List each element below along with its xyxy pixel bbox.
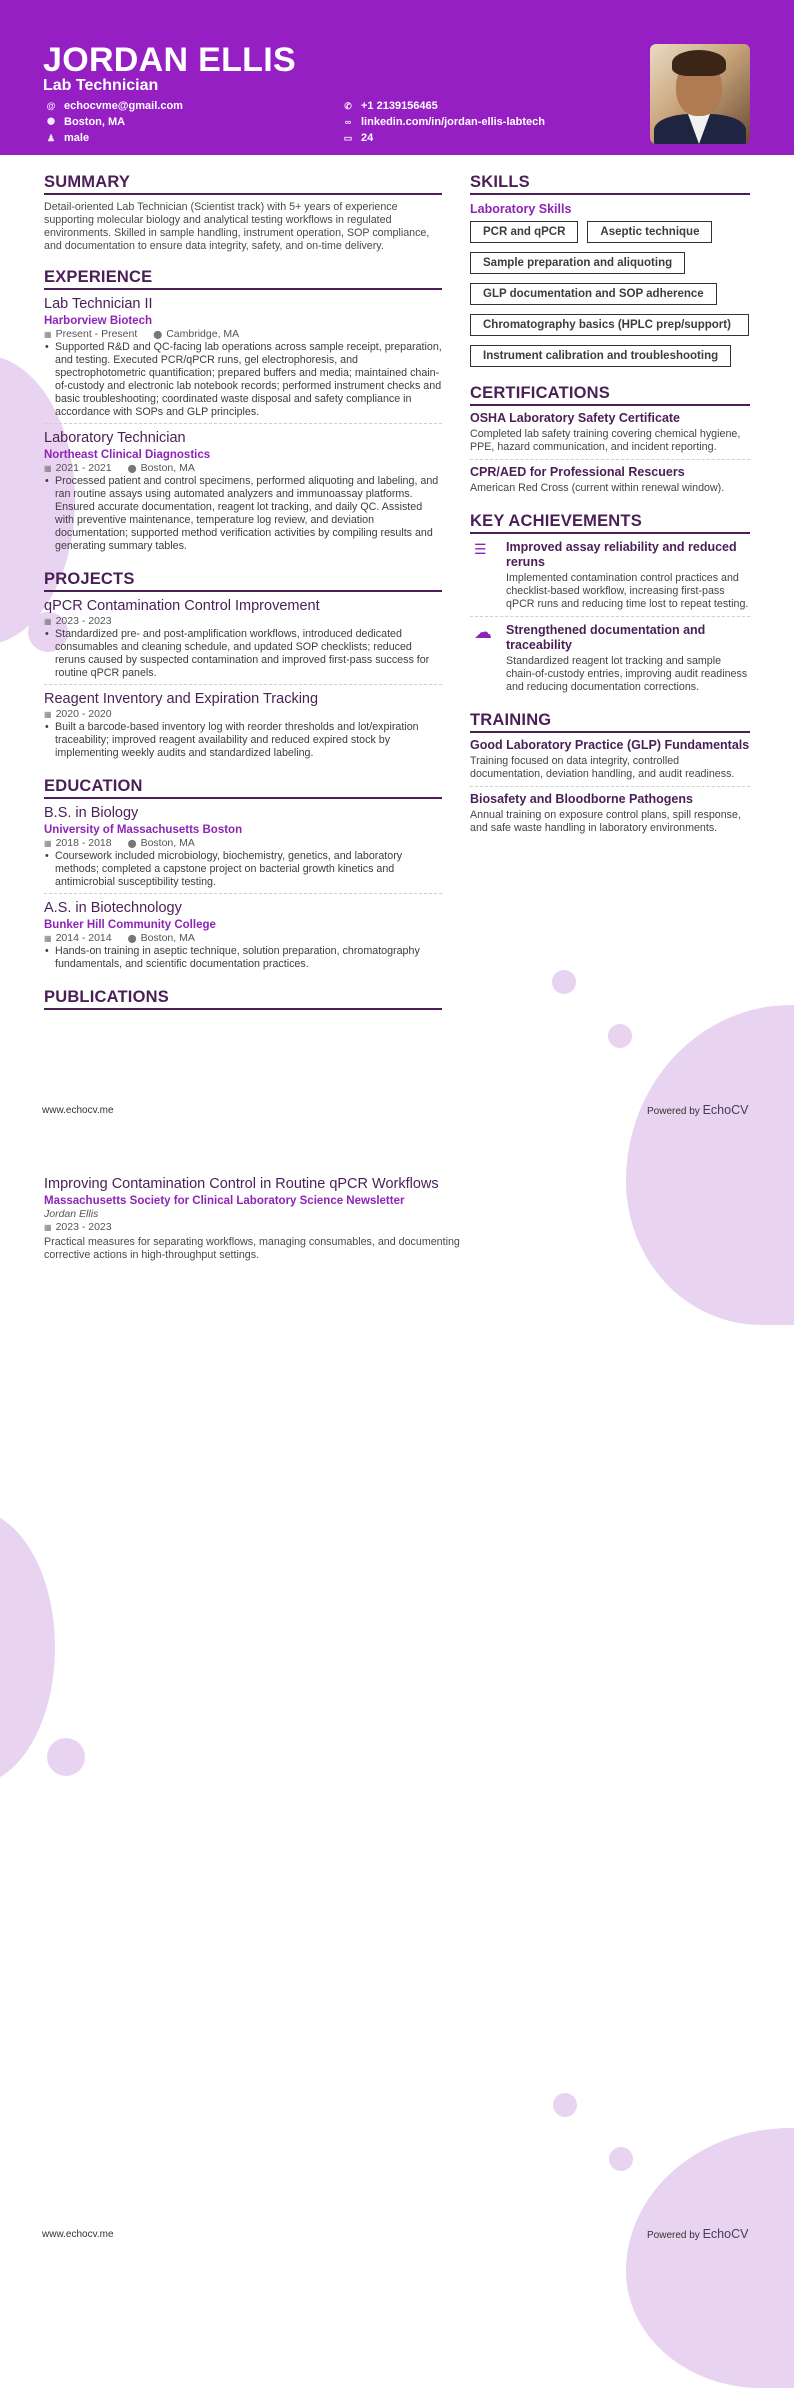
project-item <box>44 684 442 760</box>
summary-heading: SUMMARY <box>44 172 442 195</box>
skill-tag: Aseptic technique <box>587 221 712 243</box>
publication-author: Jordan Ellis <box>44 1208 99 1220</box>
profile-photo <box>650 44 750 144</box>
person-icon: ♟ <box>46 133 56 143</box>
candidate-name: JORDAN ELLIS <box>43 41 296 79</box>
entry-meta <box>44 462 442 475</box>
decor-dot-1 <box>552 970 576 994</box>
training-item <box>470 733 750 781</box>
skill-category: Laboratory Skills <box>470 202 572 216</box>
achievements-heading: KEY ACHIEVEMENTS <box>470 511 750 534</box>
summary-text: Detail-oriented Lab Technician (Scientist track) with 5+ years of experience supporting molecular biology and analytical testing workflows in regulated environments. Skilled in sample handling, instrument operation, SOP compliance, and documentation to ensure data integrity, safety, and on-time delivery. <box>44 201 430 252</box>
age-value: 24 <box>361 132 374 144</box>
location-icon: ⬤ <box>153 330 163 339</box>
location-icon: ⬤ <box>127 934 137 943</box>
skills-heading: SKILLS <box>470 172 750 195</box>
publications-heading: PUBLICATIONS <box>44 987 442 1010</box>
entry-location: Boston, MA <box>140 462 195 474</box>
decor-dot-4 <box>609 2147 633 2171</box>
projects-heading: PROJECTS <box>44 569 442 592</box>
right-column <box>470 172 750 835</box>
publication-title: Improving Contamination Control in Routine qPCR Workflows <box>44 1176 439 1192</box>
training-section <box>470 710 750 835</box>
entry-bullet: • Built a barcode-based inventory log with reorder thresholds and lot/expiration traceability; improved reagent availability and reduced expired stock by implementing weekly audits and standardized labeling. <box>44 721 442 760</box>
experience-item <box>44 290 442 419</box>
footer-website-2[interactable]: www.echocv.me <box>42 2229 114 2240</box>
footer-website[interactable]: www.echocv.me <box>42 1105 114 1116</box>
entry-dates: 2018 - 2018 <box>55 837 112 849</box>
degree-title: B.S. in Biology <box>44 805 139 821</box>
entry-location: Boston, MA <box>140 837 195 849</box>
list-lines-icon: ☰ <box>474 541 487 557</box>
publication-publisher: Massachusetts Society for Clinical Laboratory Science Newsletter <box>44 1195 405 1207</box>
training-item <box>470 786 750 835</box>
decor-blob-left-2 <box>0 1510 55 1785</box>
calendar-icon: ▦ <box>44 330 52 339</box>
email-value: echocvme@gmail.com <box>64 100 183 112</box>
entry-location: Cambridge, MA <box>166 328 240 340</box>
school-name: University of Massachusetts Boston <box>44 824 243 836</box>
location-icon: ⬤ <box>127 839 137 848</box>
certifications-section <box>470 383 750 495</box>
candidate-role: Lab Technician <box>43 77 159 94</box>
experience-item <box>44 423 442 553</box>
achievement-title: Strengthened documentation and traceability <box>506 623 706 652</box>
calendar-icon: ▦ <box>44 617 52 626</box>
skill-tags <box>470 221 750 367</box>
education-heading: EDUCATION <box>44 776 442 799</box>
certifications-heading: CERTIFICATIONS <box>470 383 750 406</box>
training-heading: TRAINING <box>470 710 750 733</box>
entry-dates: 2021 - 2021 <box>55 462 112 474</box>
entry-dates: 2014 - 2014 <box>55 932 112 944</box>
location-icon: ⬤ <box>127 464 137 473</box>
publications-continued <box>44 1170 464 1262</box>
calendar-icon: ▦ <box>44 934 52 943</box>
project-title: qPCR Contamination Control Improvement <box>44 598 320 614</box>
training-description: Annual training on exposure control plans, spill response, and safe waste handling in laboratory environments. <box>470 809 741 834</box>
skill-tag: Sample preparation and aliquoting <box>470 252 685 274</box>
entry-dates: 2020 - 2020 <box>55 708 112 720</box>
calendar-icon: ▦ <box>44 839 52 848</box>
skill-tag: Chromatography basics (HPLC prep/support) <box>470 314 749 336</box>
echocv-brand: EchoCV <box>702 1103 749 1117</box>
certification-title: OSHA Laboratory Safety Certificate <box>470 411 681 425</box>
company-name: Northeast Clinical Diagnostics <box>44 449 211 461</box>
decor-dot-3 <box>553 2093 577 2117</box>
contact-gender <box>45 130 89 146</box>
decor-circle-small-2 <box>47 1738 85 1776</box>
calendar-icon: ▦ <box>44 1223 52 1232</box>
entry-meta <box>44 328 442 341</box>
achievement-item <box>470 616 750 694</box>
skills-section <box>470 172 750 367</box>
decor-blob-right-2 <box>626 2128 794 2388</box>
achievement-title: Improved assay reliability and reduced reruns <box>506 540 737 569</box>
publication-item <box>44 1170 464 1262</box>
phone-value: +1 2139156465 <box>361 100 438 112</box>
education-item <box>44 893 442 971</box>
certification-title: CPR/AED for Professional Rescuers <box>470 465 685 479</box>
summary-section <box>44 172 442 253</box>
contact-phone[interactable] <box>342 98 438 114</box>
entry-dates: 2023 - 2023 <box>55 1221 112 1233</box>
phone-icon: ✆ <box>344 101 352 111</box>
degree-title: A.S. in Biotechnology <box>44 900 182 916</box>
contact-email[interactable] <box>45 98 183 114</box>
entry-bullet: • Supported R&D and QC-facing lab operations across sample receipt, preparation, and testing. Executed PCR/qPCR runs, gel electrophoresis, and spectrophotometric quantification; prepared buffers and media; maintained chain-of-custody and electronic lab notebook records; performed instrument checks and basic troubleshooting; coordinated waste disposal and safety compliance in accordance with SOPs and GLP principles. <box>44 341 442 419</box>
contact-linkedin[interactable] <box>342 114 545 130</box>
entry-location: Boston, MA <box>140 932 195 944</box>
contact-age <box>342 130 373 146</box>
entry-bullet: • Processed patient and control specimens, performed aliquoting and labeling, and ran routine assays using automated analyzers and immunoassay platforms. Ensured accurate documentation, reagent lot tracking, and daily QC. Assisted with preventive maintenance, temperature log review, and deviation documentation; supported method verification activities by compiling results and generating summary tables. <box>44 475 442 553</box>
entry-bullet: • Standardized pre- and post-amplification workflows, introduced dedicated consumables and cleaning schedule, and updated SOP checklists; reduced reruns caused by suspected contamination and improved first-pass success for routine qPCR panels. <box>44 628 442 680</box>
job-title: Laboratory Technician <box>44 430 186 446</box>
certification-item <box>470 459 750 495</box>
education-item <box>44 799 442 889</box>
entry-bullet: • Hands-on training in aseptic technique, solution preparation, chromatography fundamentals, and scientific documentation practices. <box>44 945 442 971</box>
achievement-description: Implemented contamination control practices and checklist-based workflow, increasing first-pass qPCR runs and reducing time lost to repeat testing. <box>506 572 749 610</box>
education-section <box>44 776 442 971</box>
link-icon: ∞ <box>344 117 352 127</box>
location-value: Boston, MA <box>64 116 126 128</box>
cloud-icon: ☁ <box>474 622 492 642</box>
project-item <box>44 592 442 680</box>
entry-dates: 2023 - 2023 <box>55 615 112 627</box>
contact-location <box>45 114 125 130</box>
certification-item <box>470 406 750 454</box>
calendar-icon: ▦ <box>44 710 52 719</box>
achievements-section <box>470 511 750 694</box>
publication-description: Practical measures for separating workflows, managing consumables, and documenting corrective actions in high-throughput settings. <box>44 1236 460 1261</box>
school-name: Bunker Hill Community College <box>44 919 216 931</box>
experience-section <box>44 267 442 553</box>
skill-tag: Instrument calibration and troubleshooting <box>470 345 731 367</box>
achievement-description: Standardized reagent lot tracking and sample chain-of-custody entries, improving audit readiness and reducing documentation corrections. <box>506 655 748 693</box>
entry-dates: Present - Present <box>55 328 138 340</box>
projects-section <box>44 569 442 760</box>
publications-section <box>44 987 442 1010</box>
footer-powered-by-2[interactable]: Powered by EchoCV <box>647 2227 749 2241</box>
company-name: Harborview Biotech <box>44 315 152 327</box>
calendar-icon: ▦ <box>44 464 52 473</box>
experience-heading: EXPERIENCE <box>44 267 442 290</box>
at-icon: @ <box>46 101 56 111</box>
entry-bullet: • Coursework included microbiology, biochemistry, genetics, and laboratory methods; completed a capstone project on bacterial growth kinetics and antimicrobial susceptibility testing. <box>44 850 442 889</box>
decor-blob-right <box>626 1005 794 1325</box>
achievement-item <box>470 534 750 611</box>
skill-tag: PCR and qPCR <box>470 221 578 243</box>
training-description: Training focused on data integrity, controlled documentation, deviation handling, and audit readiness. <box>470 755 735 780</box>
job-title: Lab Technician II <box>44 296 153 312</box>
footer-powered-by[interactable]: Powered by EchoCV <box>647 1103 749 1117</box>
training-title: Biosafety and Bloodborne Pathogens <box>470 792 693 806</box>
resume-header <box>0 0 794 155</box>
echocv-brand: EchoCV <box>702 2227 749 2241</box>
skill-tag: GLP documentation and SOP adherence <box>470 283 717 305</box>
certification-description: Completed lab safety training covering chemical hygiene, PPE, hazard communication, and incident reporting. <box>470 428 741 453</box>
location-icon: ⬤ <box>47 118 55 125</box>
decor-dot-2 <box>608 1024 632 1048</box>
linkedin-value: linkedin.com/in/jordan-ellis-labtech <box>361 116 545 128</box>
left-column <box>44 172 442 1010</box>
project-title: Reagent Inventory and Expiration Tracking <box>44 691 319 707</box>
training-title: Good Laboratory Practice (GLP) Fundamentals <box>470 738 750 752</box>
calendar-icon: ▭ <box>343 133 353 143</box>
gender-value: male <box>64 132 90 144</box>
certification-description: American Red Cross (current within renewal window). <box>470 482 725 494</box>
